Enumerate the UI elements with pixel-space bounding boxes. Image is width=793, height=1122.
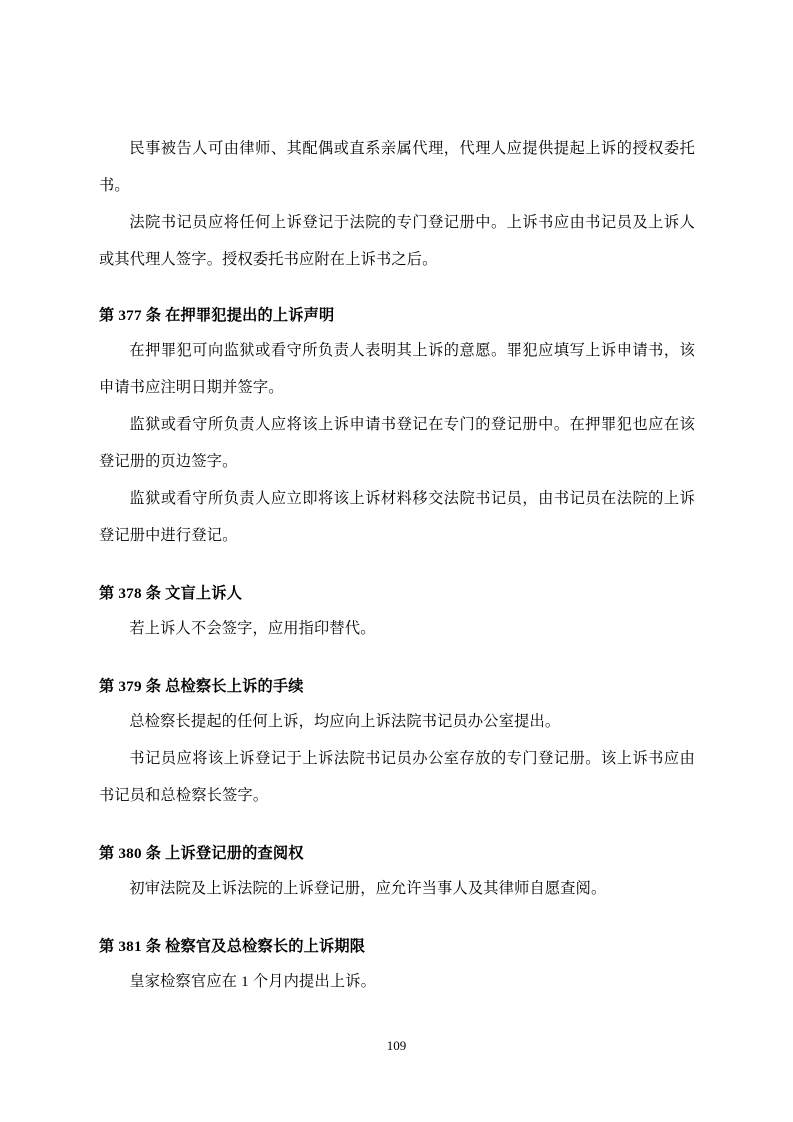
paragraph: 法院书记员应将任何上诉登记于法院的专门登记册中。上诉书应由书记员及上诉人或其代理人签字。授权委托书应附在上诉书之后。	[99, 214, 695, 268]
paragraph: 皇家检察官应在 1 个月内提出上诉。	[129, 973, 376, 990]
paragraph: 若上诉人不会签字，应用指印替代。	[129, 620, 376, 637]
section-heading-377: 第 377 条 在押罪犯提出的上诉声明	[99, 307, 335, 324]
paragraph: 监狱或看守所负责人应将该上诉申请书登记在专门的登记册中。在押罪犯也应在该登记册的页边签字。	[99, 416, 695, 470]
paragraph: 总检察长提起的任何上诉，均应向上诉法院书记员办公室提出。	[129, 713, 561, 730]
page-number: 109	[386, 1038, 407, 1053]
paragraph: 在押罪犯可向监狱或看守所负责人表明其上诉的意愿。罪犯应填写上诉申请书，该申请书应注明日期并签字。	[99, 342, 695, 396]
document-body	[99, 130, 695, 1000]
paragraph: 民事被告人可由律师、其配偶或直系亲属代理，代理人应提供提起上诉的授权委托书。	[99, 140, 695, 194]
section-heading-381: 第 381 条 检察官及总检察长的上诉期限	[99, 938, 366, 955]
section-heading-378: 第 378 条 文盲上诉人	[99, 585, 243, 602]
paragraph: 初审法院及上诉法院的上诉登记册，应允许当事人及其律师自愿查阅。	[129, 880, 607, 897]
paragraph: 监狱或看守所负责人应立即将该上诉材料移交法院书记员，由书记员在法院的上诉登记册中进行登记。	[99, 490, 695, 544]
section-heading-379: 第 379 条 总检察长上诉的手续	[99, 678, 304, 695]
paragraph: 书记员应将该上诉登记于上诉法院书记员办公室存放的专门登记册。该上诉书应由书记员和总检察长签字。	[99, 750, 695, 804]
section-heading-380: 第 380 条 上诉登记册的查阅权	[99, 845, 304, 862]
